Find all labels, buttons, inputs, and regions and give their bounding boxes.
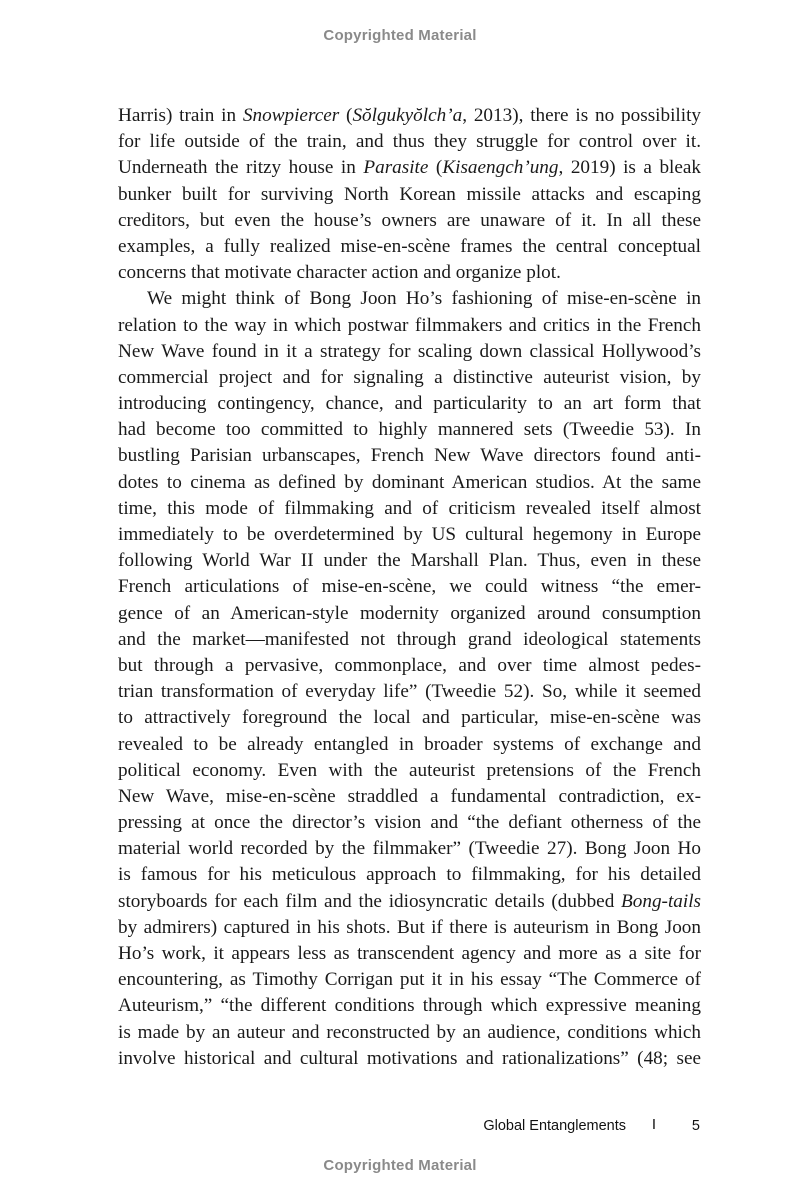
- text-line: [118, 862, 701, 888]
- text-run: trian transformation of everyday life” (Tweedie 52). So, while it seemed: [118, 681, 701, 703]
- text-run: Underneath the ritzy house in: [118, 157, 364, 179]
- text-run: Auteurism,” “the different conditions through which expressive meaning: [118, 995, 701, 1017]
- text-line: [118, 679, 701, 705]
- text-line: [118, 758, 701, 784]
- text-line: [118, 836, 701, 862]
- text-run: involve historical and cultural motivations and rationalizations” (48; see: [118, 1047, 701, 1069]
- text-line: [118, 627, 701, 653]
- text-line: [118, 522, 701, 548]
- text-run: pressing at once the director’s vision and “the defiant otherness of the: [118, 812, 701, 834]
- text-line: [118, 548, 701, 574]
- body-text: [118, 103, 701, 1072]
- text-line: [118, 889, 701, 915]
- text-run: immediately to be overdetermined by US cultural hegemony in Europe: [118, 524, 701, 545]
- text-line: [118, 1020, 701, 1046]
- text-run: Harris) train in: [118, 105, 243, 126]
- footer-separator: I: [651, 1116, 656, 1133]
- text-line: [118, 810, 701, 836]
- text-line: [118, 286, 701, 312]
- text-run: by admirers) captured in his shots. But if there is auteurism in Bong Joon: [118, 916, 701, 938]
- text-line: [118, 208, 701, 234]
- text-run: had become too committed to highly mannered sets (Tweedie 53). In: [118, 419, 701, 441]
- text-run: is famous for his meticulous approach to filmmaking, for his detailed: [118, 864, 701, 886]
- text-run: concerns that motivate character action and organize plot.: [118, 262, 561, 284]
- text-line: [118, 443, 701, 469]
- text-run: time, this mode of filmmaking and of criticism revealed itself almost: [118, 497, 701, 519]
- text-run: bunker built for surviving North Korean missile attacks and escaping: [118, 183, 701, 205]
- text-run: New Wave, mise-en-scène straddled a fundamental contradiction, ex-: [118, 785, 701, 807]
- text-run: storyboards for each film and the idiosyncratic details (dubbed: [118, 890, 622, 912]
- text-line: [118, 129, 701, 155]
- text-line: [118, 470, 701, 496]
- text-run: New Wave found in it a strategy for scaling down classical Hollywood’s: [118, 340, 701, 362]
- text-line: [118, 234, 701, 260]
- text-run: (: [339, 105, 353, 126]
- text-line: [118, 365, 701, 391]
- italic-title: Sŏlgukyŏlch’a: [352, 105, 463, 126]
- text-run: French articulations of mise-en-scène, we could witness “the emer-: [118, 576, 701, 598]
- text-run: gence of an American-style modernity organized around consumption: [118, 602, 701, 624]
- page-footer: [300, 1116, 700, 1138]
- text-line: [118, 313, 701, 339]
- italic-title: Kisaengch’ung: [442, 157, 559, 179]
- page-number: 5: [691, 1118, 700, 1134]
- text-run: examples, a fully realized mise-en-scène frames the central conceptual: [118, 235, 701, 257]
- text-line: [118, 653, 701, 679]
- text-line: [118, 391, 701, 417]
- copyright-watermark-top: Copyrighted Material: [323, 27, 477, 44]
- text-line: [118, 601, 701, 627]
- copyright-watermark-bottom: Copyrighted Material: [323, 1157, 477, 1174]
- text-run: and the market—manifested not through grand ideological statements: [118, 628, 701, 650]
- text-run: (: [428, 157, 443, 179]
- text-run: following World War II under the Marshall Plan. Thus, even in these: [118, 550, 701, 572]
- text-line: [118, 339, 701, 365]
- text-line: [118, 496, 701, 522]
- text-line: [118, 574, 701, 600]
- text-line: [118, 155, 701, 181]
- running-head: Global Entanglements: [483, 1118, 626, 1134]
- text-run: political economy. Even with the auteurist pretensions of the French: [118, 759, 701, 781]
- text-run: , 2013), there is no possibility: [462, 105, 702, 126]
- text-line: [118, 705, 701, 731]
- text-run: but through a pervasive, commonplace, and over time almost pedes-: [118, 654, 701, 676]
- text-run: We might think of Bong Joon Ho’s fashioning of mise-en-scène in: [147, 288, 701, 310]
- text-line: [118, 103, 701, 129]
- italic-title: Parasite: [363, 157, 429, 179]
- text-line: [118, 967, 701, 993]
- italic-title: Bong-tails: [621, 890, 701, 912]
- text-run: for life outside of the train, and thus they struggle for control over it.: [118, 131, 701, 153]
- text-run: material world recorded by the filmmaker” (Tweedie 27). Bong Joon Ho: [118, 838, 701, 860]
- text-line: [118, 260, 701, 286]
- text-line: [118, 993, 701, 1019]
- text-run: is made by an auteur and reconstructed by an audience, conditions which: [118, 1021, 701, 1043]
- text-line: [118, 941, 701, 967]
- text-line: [118, 784, 701, 810]
- text-run: introducing contingency, chance, and particularity to an art form that: [118, 393, 701, 415]
- text-run: bustling Parisian urbanscapes, French New Wave directors found anti-: [118, 445, 701, 467]
- text-line: [118, 182, 701, 208]
- text-line: [118, 1046, 701, 1072]
- text-run: creditors, but even the house’s owners are unaware of it. In all these: [118, 209, 701, 231]
- text-line: [118, 915, 701, 941]
- text-run: to attractively foreground the local and particular, mise-en-scène was: [118, 707, 701, 729]
- text-run: , 2019) is a bleak: [558, 157, 701, 179]
- text-line: [118, 732, 701, 758]
- text-run: dotes to cinema as defined by dominant American studios. At the same: [118, 471, 701, 493]
- text-line: [118, 417, 701, 443]
- text-run: relation to the way in which postwar filmmakers and critics in the French: [118, 314, 701, 336]
- italic-title: Snowpiercer: [242, 105, 340, 126]
- text-run: revealed to be already entangled in broader systems of exchange and: [118, 733, 701, 755]
- text-run: encountering, as Timothy Corrigan put it in his essay “The Commerce of: [118, 969, 701, 991]
- text-run: Ho’s work, it appears less as transcendent agency and more as a site for: [118, 943, 701, 964]
- text-run: commercial project and for signaling a distinctive auteurist vision, by: [118, 366, 701, 388]
